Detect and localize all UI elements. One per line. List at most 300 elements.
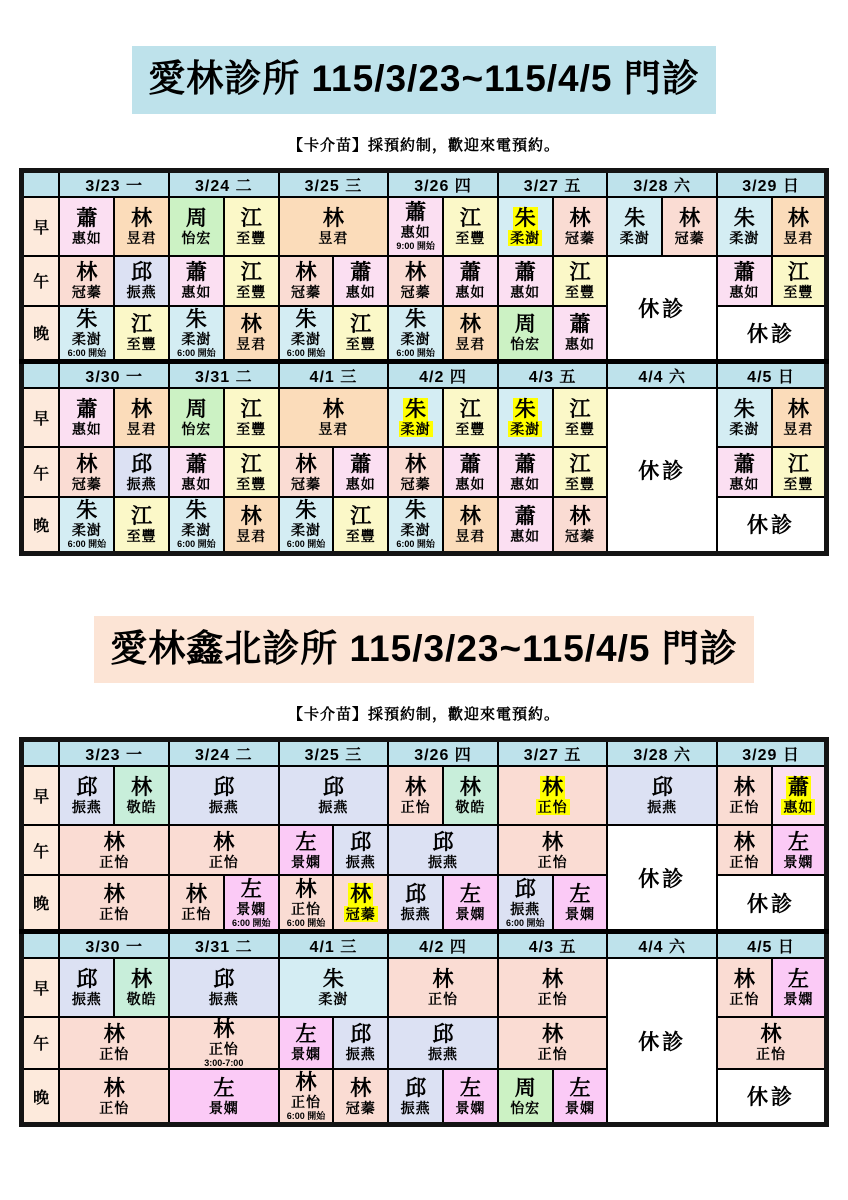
doctor-given-name <box>170 230 223 246</box>
doctor-surname-text: 江 <box>569 261 591 285</box>
doctor-cell <box>498 766 608 825</box>
doctor-given-name-text: 至豐 <box>455 229 486 246</box>
doctor-surname <box>554 398 607 421</box>
doctor-given-name <box>389 331 442 347</box>
doctor-given-name <box>225 284 278 300</box>
doctor-given-name <box>170 522 223 538</box>
doctor-given-name <box>718 476 771 492</box>
doctor-surname-text: 蕭 <box>514 261 536 285</box>
period-label: 早 <box>21 958 59 1017</box>
doctor-surname <box>554 1077 607 1100</box>
doctor-given-name-text: 景嫻 <box>208 1099 239 1116</box>
doctor-surname-text: 林 <box>240 313 262 337</box>
doctor-surname <box>499 505 552 528</box>
period-label: 晚 <box>21 875 59 931</box>
doctor-given-name-text: 柔澍 <box>181 330 212 347</box>
doctor-given-name-text: 正怡 <box>428 990 458 1007</box>
date-header-cell: 3/25 三 <box>279 170 389 197</box>
doctor-cell <box>498 306 553 362</box>
period-row <box>21 197 826 256</box>
doctor-surname-text: 江 <box>350 504 372 528</box>
doctor-surname <box>718 453 771 476</box>
doctor-given-name <box>280 1094 333 1110</box>
date-header-cell: 3/26 四 <box>388 740 498 767</box>
doctor-given-name <box>60 991 113 1007</box>
doctor-surname-text: 林 <box>295 877 317 901</box>
date-header-cell: 3/31 二 <box>169 362 279 389</box>
doctor-given-name <box>60 1100 168 1116</box>
doctor-surname <box>115 261 168 284</box>
clinic2-page-title: 愛林鑫北診所 115/3/23~115/4/5 門診 <box>94 616 754 684</box>
doctor-surname <box>115 453 168 476</box>
period-label: 晚 <box>21 497 59 553</box>
date-header-cell: 4/1 三 <box>279 931 389 958</box>
doctor-surname-text: 江 <box>459 206 481 230</box>
doctor-given-name-text: 冠蓁 <box>345 906 376 923</box>
doctor-surname <box>60 1077 168 1100</box>
doctor-surname <box>334 1077 387 1100</box>
doctor-surname <box>444 207 497 230</box>
doctor-given-name <box>280 991 388 1007</box>
date-header-cell: 3/26 四 <box>388 170 498 197</box>
date-header-cell: 4/4 六 <box>607 931 717 958</box>
doctor-surname <box>280 308 333 331</box>
doctor-given-name <box>280 854 333 870</box>
doctor-surname <box>718 207 771 230</box>
doctor-given-name-text: 冠蓁 <box>564 527 595 544</box>
doctor-surname <box>554 207 607 230</box>
doctor-given-name-text: 振燕 <box>126 284 157 301</box>
doctor-surname-text: 林 <box>350 883 372 907</box>
doctor-given-name <box>444 476 497 492</box>
date-header-cell: 3/27 五 <box>498 170 608 197</box>
doctor-surname-text: 林 <box>322 206 344 230</box>
doctor-surname-text: 朱 <box>514 206 536 230</box>
doctor-given-name <box>773 991 824 1007</box>
doctor-cell <box>333 875 388 931</box>
doctor-given-name <box>60 522 113 538</box>
doctor-surname-text: 蕭 <box>76 206 98 230</box>
doctor-given-name <box>389 476 442 492</box>
doctor-surname-text: 林 <box>131 398 153 422</box>
doctor-surname <box>499 453 552 476</box>
doctor-surname-text: 朱 <box>295 307 317 331</box>
doctor-surname <box>444 398 497 421</box>
doctor-given-name <box>60 421 113 437</box>
doctor-cell <box>443 197 498 256</box>
doctor-given-name <box>225 230 278 246</box>
doctor-given-name-text: 振燕 <box>400 1099 431 1116</box>
doctor-given-name <box>554 336 607 352</box>
doctor-surname-text: 林 <box>679 206 701 230</box>
doctor-given-name <box>389 421 442 437</box>
doctor-given-name-text: 柔澍 <box>318 990 349 1007</box>
doctor-surname <box>444 1077 497 1100</box>
doctor-given-name-text: 敬皓 <box>126 799 157 816</box>
date-header-cell: 4/5 日 <box>717 362 827 389</box>
doctor-surname <box>280 398 388 421</box>
doctor-surname-text: 邱 <box>131 261 153 285</box>
time-note: 6:00 開始 <box>67 539 107 550</box>
doctor-given-name-text: 至豐 <box>345 336 376 353</box>
doctor-surname-text: 林 <box>542 776 564 800</box>
doctor-given-name-text: 至豐 <box>564 475 595 492</box>
doctor-given-name-text: 惠如 <box>510 284 541 301</box>
doctor-cell <box>333 306 388 362</box>
doctor-surname-text: 邱 <box>432 1023 454 1047</box>
doctor-surname <box>608 207 661 230</box>
doctor-cell <box>59 447 114 497</box>
doctor-given-name <box>554 284 607 300</box>
doctor-cell <box>388 1069 443 1125</box>
doctor-surname <box>225 207 278 230</box>
closed-cell: 休診 <box>717 497 827 553</box>
doctor-surname <box>115 207 168 230</box>
doctor-given-name <box>170 1100 278 1116</box>
doctor-given-name-text: 景嫻 <box>291 1046 321 1063</box>
doctor-surname <box>389 453 442 476</box>
doctor-surname-text: 朱 <box>185 307 207 331</box>
doctor-given-name <box>280 799 388 815</box>
doctor-cell <box>498 197 553 256</box>
doctor-given-name-text: 柔澍 <box>291 522 321 539</box>
clinic-section-1 <box>0 46 848 556</box>
doctor-surname <box>389 261 442 284</box>
doctor-cell <box>59 766 114 825</box>
doctor-given-name <box>444 421 497 437</box>
doctor-given-name <box>115 528 168 544</box>
doctor-given-name <box>718 799 771 815</box>
doctor-given-name-text: 惠如 <box>455 475 486 492</box>
date-header-cell: 3/24 二 <box>169 740 279 767</box>
time-note: 6:00 開始 <box>396 347 435 358</box>
closed-cell: 休診 <box>607 958 717 1125</box>
doctor-surname <box>170 1077 278 1100</box>
doctor-cell <box>114 197 169 256</box>
doctor-surname-text: 朱 <box>295 499 317 523</box>
doctor-given-name-text: 振燕 <box>510 900 541 917</box>
doctor-given-name-text: 柔澍 <box>510 421 541 438</box>
doctor-surname-text: 江 <box>131 313 153 337</box>
doctor-surname <box>60 968 113 991</box>
doctor-surname <box>718 831 771 854</box>
doctor-given-name <box>499 230 552 246</box>
clinic1-page-title: 愛林診所 115/3/23~115/4/5 門診 <box>132 46 716 114</box>
doctor-surname <box>444 313 497 336</box>
doctor-given-name <box>170 991 278 1007</box>
doctor-given-name <box>60 1046 168 1062</box>
doctor-surname-text: 林 <box>295 452 317 476</box>
doctor-cell <box>443 306 498 362</box>
doctor-given-name-text: 至豐 <box>345 527 376 544</box>
doctor-surname <box>60 261 113 284</box>
doctor-given-name-text: 冠蓁 <box>291 475 321 492</box>
doctor-given-name <box>773 854 824 870</box>
doctor-surname <box>115 313 168 336</box>
doctor-surname <box>60 453 113 476</box>
doctor-given-name-text: 正怡 <box>537 853 568 870</box>
doctor-surname-text: 左 <box>787 967 809 991</box>
doctor-surname <box>280 1023 333 1046</box>
doctor-cell <box>388 497 443 553</box>
doctor-surname <box>444 505 497 528</box>
doctor-given-name-text: 正怡 <box>181 906 212 923</box>
doctor-surname-text: 江 <box>240 398 262 422</box>
doctor-surname <box>499 1077 552 1100</box>
doctor-surname-text: 朱 <box>405 499 427 523</box>
doctor-cell <box>772 958 827 1017</box>
doctor-given-name-text: 振燕 <box>318 799 349 816</box>
doctor-surname-text: 林 <box>569 504 591 528</box>
doctor-surname-text: 林 <box>432 967 454 991</box>
doctor-surname-text: 蕭 <box>459 261 481 285</box>
doctor-given-name <box>115 336 168 352</box>
doctor-cell <box>388 256 443 306</box>
doctor-cell <box>498 825 608 875</box>
doctor-surname-text: 左 <box>295 830 317 854</box>
date-header-cell: 4/1 三 <box>279 362 389 389</box>
doctor-cell <box>717 766 772 825</box>
week-header-row <box>21 740 826 767</box>
doctor-given-name-text: 至豐 <box>236 284 267 301</box>
doctor-given-name-text: 惠如 <box>510 527 541 544</box>
doctor-surname <box>389 308 442 331</box>
doctor-given-name <box>170 331 223 347</box>
doctor-given-name-text: 柔澍 <box>619 229 650 246</box>
doctor-surname-text: 林 <box>103 1023 125 1047</box>
doctor-given-name <box>499 1100 552 1116</box>
doctor-given-name <box>389 1046 497 1062</box>
doctor-given-name-text: 正怡 <box>99 906 130 923</box>
clinic-section-2 <box>0 616 848 1128</box>
doctor-given-name-text: 至豐 <box>783 475 814 492</box>
doctor-given-name-text: 振燕 <box>208 799 239 816</box>
doctor-surname-text: 林 <box>405 452 427 476</box>
doctor-given-name-text: 昱君 <box>455 527 486 544</box>
doctor-surname <box>334 453 387 476</box>
doctor-cell <box>59 1017 169 1069</box>
corner-cell <box>21 170 59 197</box>
clinic2-subtitle: 【卡介苗】採預約制，歡迎來電預約。 <box>287 706 560 724</box>
doctor-surname-text: 林 <box>103 1076 125 1100</box>
doctor-cell <box>333 497 388 553</box>
doctor-cell <box>553 197 608 256</box>
doctor-cell <box>114 306 169 362</box>
doctor-given-name-text: 正怡 <box>729 799 760 816</box>
doctor-given-name <box>280 230 388 246</box>
doctor-given-name <box>60 854 168 870</box>
doctor-cell <box>498 447 553 497</box>
doctor-surname-text: 林 <box>405 776 427 800</box>
doctor-cell <box>169 388 224 447</box>
doctor-cell <box>772 825 827 875</box>
doctor-given-name-text: 至豐 <box>126 336 157 353</box>
doctor-surname <box>334 1023 387 1046</box>
date-header-cell: 3/27 五 <box>498 740 608 767</box>
time-note: 6:00 開始 <box>396 539 435 550</box>
doctor-given-name-text: 柔澍 <box>291 330 321 347</box>
doctor-cell <box>717 388 772 447</box>
doctor-surname <box>718 261 771 284</box>
time-note: 6:00 開始 <box>505 917 545 928</box>
doctor-surname-text: 林 <box>213 830 235 854</box>
doctor-given-name-text: 柔澍 <box>181 522 212 539</box>
doctor-surname-text: 朱 <box>514 398 536 422</box>
doctor-surname <box>554 453 607 476</box>
doctor-given-name-text: 振燕 <box>428 853 458 870</box>
doctor-given-name <box>60 476 113 492</box>
doctor-surname <box>389 201 442 224</box>
clinic1-subtitle: 【卡介苗】採預約制，歡迎來電預約。 <box>287 136 560 154</box>
doctor-cell <box>443 1069 498 1125</box>
doctor-cell <box>607 197 662 256</box>
doctor-given-name <box>444 906 497 922</box>
doctor-given-name-text: 振燕 <box>126 475 157 492</box>
doctor-surname <box>773 453 824 476</box>
doctor-given-name-text: 景嫻 <box>564 906 595 923</box>
doctor-given-name-text: 昱君 <box>783 229 814 246</box>
doctor-surname <box>280 776 388 799</box>
doctor-given-name-text: 正怡 <box>99 1046 130 1063</box>
doctor-given-name <box>334 854 387 870</box>
doctor-given-name-text: 昱君 <box>126 229 157 246</box>
doctor-given-name <box>554 476 607 492</box>
period-row <box>21 388 826 447</box>
period-label: 早 <box>21 388 59 447</box>
doctor-given-name <box>608 799 716 815</box>
doctor-cell <box>224 306 279 362</box>
date-header-cell: 3/30 一 <box>59 362 169 389</box>
doctor-surname <box>225 505 278 528</box>
date-header-cell: 3/23 一 <box>59 740 169 767</box>
doctor-surname <box>225 313 278 336</box>
doctor-cell <box>388 447 443 497</box>
date-header-cell: 3/31 二 <box>169 931 279 958</box>
doctor-cell <box>59 825 169 875</box>
doctor-surname <box>718 776 771 799</box>
doctor-surname <box>499 207 552 230</box>
corner-cell <box>21 740 59 767</box>
doctor-given-name <box>60 230 113 246</box>
doctor-surname <box>499 1023 607 1046</box>
doctor-cell <box>279 766 389 825</box>
doctor-surname <box>389 883 442 906</box>
closed-cell: 休診 <box>717 1069 827 1125</box>
doctor-given-name <box>444 528 497 544</box>
doctor-surname <box>389 499 442 522</box>
period-row <box>21 958 826 1017</box>
doctor-cell <box>553 447 608 497</box>
doctor-surname <box>554 313 607 336</box>
doctor-given-name <box>499 421 552 437</box>
doctor-given-name-text: 至豐 <box>783 284 814 301</box>
doctor-cell <box>553 875 608 931</box>
doctor-given-name-text: 至豐 <box>455 421 486 438</box>
doctor-given-name <box>225 901 278 917</box>
doctor-given-name-text: 柔澍 <box>400 330 431 347</box>
date-header-cell: 3/25 三 <box>279 740 389 767</box>
doctor-surname-text: 林 <box>295 1071 317 1095</box>
doctor-given-name <box>334 336 387 352</box>
doctor-given-name-text: 振燕 <box>345 853 376 870</box>
doctor-surname-text: 左 <box>213 1076 235 1100</box>
doctor-cell <box>443 766 498 825</box>
doctor-surname <box>773 207 824 230</box>
doctor-surname <box>60 499 113 522</box>
doctor-surname-text: 朱 <box>733 206 755 230</box>
doctor-surname-text: 林 <box>459 313 481 337</box>
doctor-cell <box>169 1017 279 1069</box>
doctor-given-name <box>554 528 607 544</box>
doctor-given-name <box>773 476 824 492</box>
doctor-surname-text: 林 <box>76 261 98 285</box>
doctor-surname-text: 邱 <box>350 1023 372 1047</box>
doctor-cell <box>114 447 169 497</box>
doctor-given-name <box>334 528 387 544</box>
doctor-cell <box>772 447 827 497</box>
doctor-given-name-text: 正怡 <box>99 853 130 870</box>
doctor-given-name <box>280 901 333 917</box>
doctor-given-name-text: 振燕 <box>71 990 102 1007</box>
doctor-surname-text: 林 <box>542 1023 564 1047</box>
doctor-surname <box>334 313 387 336</box>
doctor-given-name <box>499 336 552 352</box>
doctor-given-name-text: 昱君 <box>236 527 267 544</box>
time-note: 6:00 開始 <box>286 917 326 928</box>
doctor-cell <box>224 447 279 497</box>
doctor-surname-text: 蕭 <box>514 504 536 528</box>
doctor-cell <box>498 497 553 553</box>
doctor-given-name <box>334 1100 387 1116</box>
closed-cell: 休診 <box>607 388 717 553</box>
doctor-surname <box>499 261 552 284</box>
doctor-cell <box>333 256 388 306</box>
doctor-given-name-text: 昱君 <box>455 336 486 353</box>
doctor-cell <box>114 958 169 1017</box>
doctor-surname <box>60 776 113 799</box>
date-header-cell: 3/29 日 <box>717 740 827 767</box>
doctor-given-name-text: 冠蓁 <box>71 475 102 492</box>
doctor-given-name <box>499 1046 607 1062</box>
doctor-cell <box>717 256 772 306</box>
doctor-surname-text: 左 <box>459 1076 481 1100</box>
doctor-given-name <box>499 528 552 544</box>
doctor-surname <box>60 831 168 854</box>
doctor-given-name-text: 柔澍 <box>729 229 760 246</box>
time-note: 6:00 開始 <box>286 1111 326 1122</box>
date-header-cell: 3/28 六 <box>607 740 717 767</box>
doctor-given-name-text: 正怡 <box>208 853 239 870</box>
doctor-surname-text: 左 <box>569 1076 591 1100</box>
doctor-given-name <box>718 421 771 437</box>
doctor-surname <box>280 968 388 991</box>
doctor-cell <box>498 1069 553 1125</box>
doctor-cell <box>279 958 389 1017</box>
date-header-cell: 4/3 五 <box>498 362 608 389</box>
doctor-given-name <box>334 476 387 492</box>
doctor-given-name <box>554 230 607 246</box>
date-header-cell: 3/30 一 <box>59 931 169 958</box>
doctor-given-name-text: 至豐 <box>236 421 267 438</box>
doctor-given-name-text: 昱君 <box>783 421 814 438</box>
doctor-surname <box>444 453 497 476</box>
clinic2-title-wrap <box>0 616 848 684</box>
doctor-cell <box>717 958 772 1017</box>
doctor-given-name <box>444 230 497 246</box>
doctor-surname-text: 邱 <box>213 776 235 800</box>
doctor-given-name <box>115 991 168 1007</box>
doctor-surname <box>718 968 771 991</box>
